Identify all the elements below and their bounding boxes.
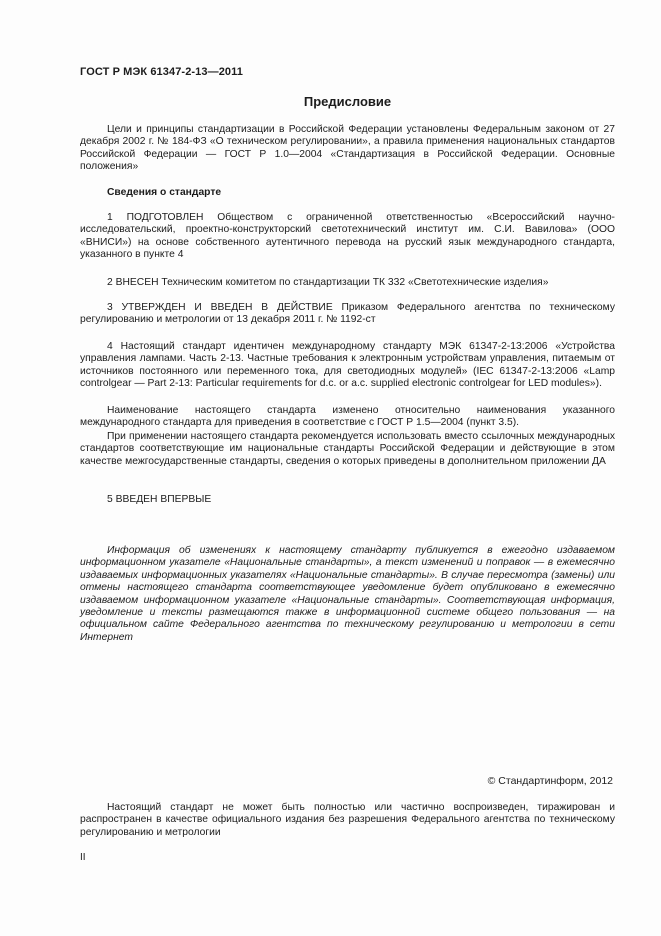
page-title-text: Предисловие — [303, 94, 392, 109]
item-1-paragraph: 1 ПОДГОТОВЛЕН Обществом с ограниченной ответственностью «Всероссийский научно-исследовательский, проектно-конструкторский светотехнический институт им. С.И. Вавилова» (ООО «ВНИСИ») на основе собственного аутентичного перевода на русский язык международного стандарта, указанного в пункте 4 — [80, 212, 615, 261]
item-4-paragraph: 4 Настоящий стандарт идентичен международному стандарту МЭК 61347-2-13:2006 «Устройства управления лампами. Часть 2-13. Частные требования к электронным устройствам управления, питаемым от источников постоянного или переменного тока, для светодиодных модулей» (IEC 61347-2-13:2006 «Lamp controlgear — Part 2-13: Particular requirements for d.c. or a.c. supplied electronic controlgear for LED modules»). — [80, 341, 615, 390]
document-header: ГОСТ Р МЭК 61347-2-13—2011 — [80, 66, 243, 78]
copyright: © Стандартинформ, 2012 — [487, 775, 613, 787]
item-4-note-2: При применении настоящего стандарта рекомендуется использовать вместо ссылочных международных стандартов соответствующие им национальные стандарты Российской Федерации и действующие в этом качестве межгосударственные стандарты, сведения о которых приведены в дополнительном приложении ДА — [80, 431, 615, 467]
info-notice: Информация об изменениях к настоящему стандарту публикуется в ежегодно издаваемом информационном указателе «Национальные стандарты», а текст изменений и поправок — в ежемесячно издаваемых информационных указателях «Национальные стандарты». В случае пересмотра (замены) или отмены настоящего стандарта соответствующее уведомление будет опубликовано в ежемесячно издаваемом информационном указателе «Национальные стандарты». Соответствующая информация, уведомление и тексты размещаются также в информационной системе общего пользования — на официальном сайте Федерального агентства по техническому регулированию и метрологии в сети Интернет — [80, 545, 615, 643]
reproduction-notice: Настоящий стандарт не может быть полностью или частично воспроизведен, тиражирован и распространен в качестве официального издания без разрешения Федерального агентства по техническому регулированию и метрологии — [80, 802, 615, 838]
item-4-note-1: Наименование настоящего стандарта изменено относительно наименования указанного международного стандарта для приведения в соответствие с ГОСТ Р 1.5—2004 (пункт 3.5). — [80, 405, 615, 429]
item-2-paragraph: 2 ВНЕСЕН Техническим комитетом по стандартизации ТК 332 «Светотехнические изделия» — [107, 277, 549, 288]
page-number: II — [80, 852, 86, 863]
item-5-paragraph: 5 ВВЕДЕН ВПЕРВЫЕ — [107, 494, 212, 505]
section-heading: Сведения о стандарте — [107, 187, 222, 198]
page-title — [0, 94, 661, 109]
item-3-paragraph: 3 УТВЕРЖДЕН И ВВЕДЕН В ДЕЙСТВИЕ Приказом Федерального агентства по техническому регулированию и метрологии от 13 декабря 2011 г. № 1192-ст — [80, 302, 615, 326]
intro-paragraph: Цели и принципы стандартизации в Российской Федерации установлены Федеральным законом от 27 декабря 2002 г. № 184-ФЗ «О техническом регулировании», а правила применения национальных стандартов Российской Федерации — ГОСТ Р 1.0—2004 «Стандартизация в Российской Федерации. Основные положения» — [80, 124, 615, 173]
